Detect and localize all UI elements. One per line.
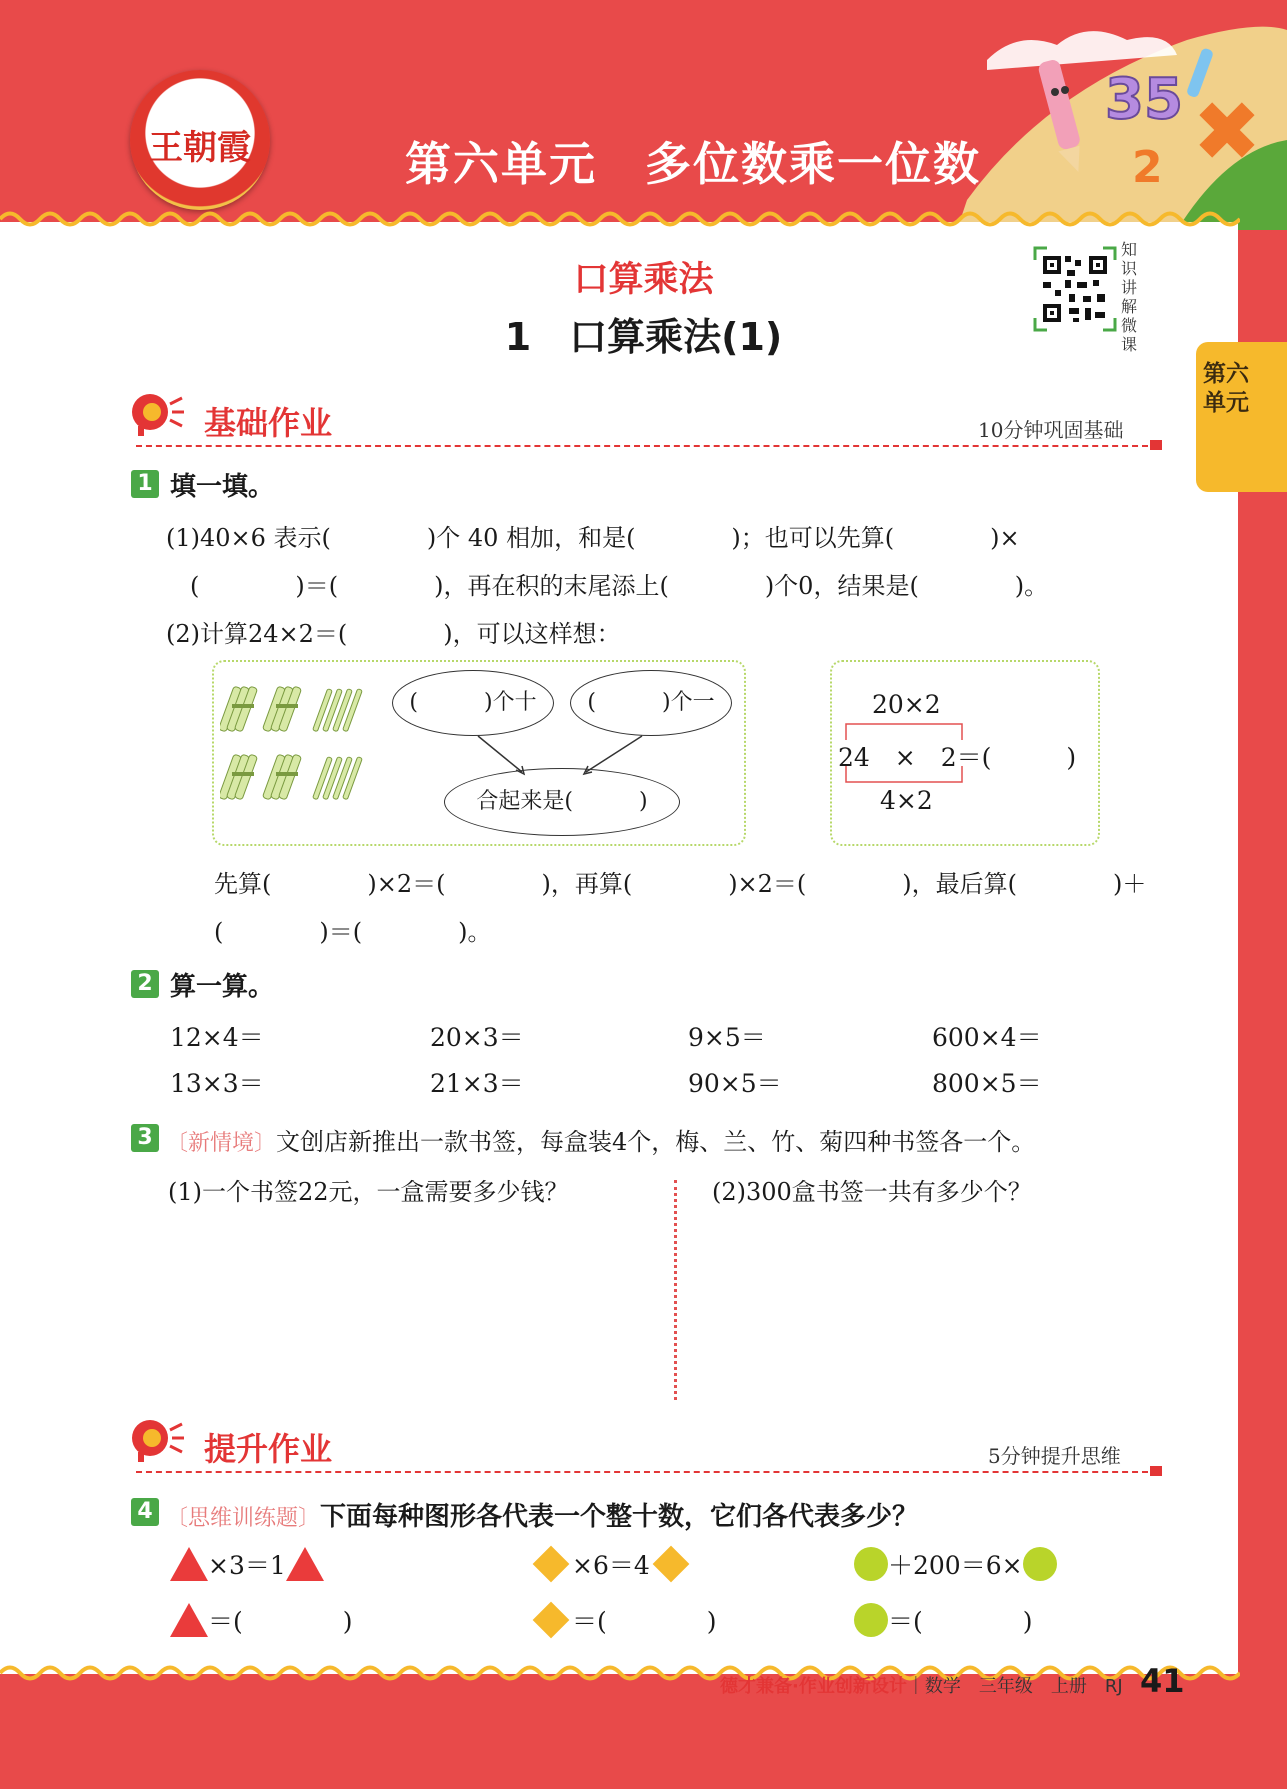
circle-answer xyxy=(854,1602,1033,1638)
q1-line-5: ( )＝( )。 xyxy=(214,918,492,946)
section-subtitle: 口算乘法 xyxy=(573,260,714,300)
q3-sub-2: (2)300盒书签一共有多少个？ xyxy=(712,1178,1032,1206)
svg-text:35: 35 xyxy=(1105,67,1183,132)
triangle-icon xyxy=(286,1547,324,1581)
triangle-answer xyxy=(170,1602,353,1638)
q4-text xyxy=(166,1496,918,1533)
qr-label: 知识讲解微课 xyxy=(1121,240,1138,354)
advanced-homework-hint: 5分钟提升思维 xyxy=(988,1444,1121,1468)
footer-brand: 德才兼备·作业创新设计 xyxy=(720,1676,907,1697)
diamond-equation xyxy=(530,1546,692,1582)
thinking-tag: 〔思维训练题〕 xyxy=(166,1506,321,1531)
logo-text: 王朝霞 xyxy=(149,128,251,168)
question-number: 2 xyxy=(131,970,159,998)
section-divider xyxy=(136,1471,1148,1473)
q1-line-3: (2)计算24×2＝( )，可以这样想： xyxy=(166,620,621,648)
unit-side-tab xyxy=(1196,342,1287,492)
page-header xyxy=(0,0,1287,230)
new-context-tag: 〔新情境〕 xyxy=(166,1131,277,1156)
q3-question: 文创店新推出一款书签，每盒装4个，梅、兰、竹、菊四种书签各一个。 xyxy=(276,1128,1036,1156)
diamond-icon xyxy=(533,1602,570,1639)
answer-blank: ＝( ) xyxy=(572,1607,717,1636)
top-wave-border xyxy=(0,208,1240,230)
triangle-icon xyxy=(170,1603,208,1637)
q4-question: 下面每种图形各代表一个整十数，它们各代表多少？ xyxy=(320,1502,919,1532)
megaphone-icon xyxy=(130,390,186,438)
answer-blank: ＝( ) xyxy=(888,1607,1033,1636)
page-number: 41 xyxy=(1140,1662,1185,1700)
question-number: 4 xyxy=(131,1498,159,1526)
section-divider xyxy=(136,445,1148,447)
calc-item: 9×5＝ xyxy=(688,1023,766,1052)
question-number: 1 xyxy=(131,470,159,498)
side-tab-label: 第六单元 xyxy=(1203,361,1249,416)
calc-item: 800×5＝ xyxy=(932,1069,1042,1098)
equation-text: ×6＝4 xyxy=(572,1551,650,1580)
calc-item: 600×4＝ xyxy=(932,1023,1042,1052)
equation-text: ×3＝1 xyxy=(208,1551,286,1580)
q1-line-2: ( )＝( )，再在积的末尾添上( )个0，结果是( )。 xyxy=(166,572,1049,600)
question-text: 算一算。 xyxy=(170,972,275,1002)
svg-text:2: 2 xyxy=(1132,142,1163,193)
basic-homework-hint: 10分钟巩固基础 xyxy=(978,418,1124,442)
equation-text: ＋200＝6× xyxy=(888,1551,1023,1580)
ones-oval: ( )个一 xyxy=(570,670,732,736)
circle-icon xyxy=(854,1547,888,1581)
question-number: 3 xyxy=(131,1124,159,1152)
footer-info: ｜数学 三年级 上册 RJ xyxy=(906,1676,1123,1697)
calc-top: 20×2 xyxy=(872,690,941,719)
bundled-sticks-illustration xyxy=(220,682,390,832)
q1-line-1: (1)40×6 表示( )个 40 相加，和是( )；也可以先算( )× xyxy=(166,524,1020,552)
calc-item: 20×3＝ xyxy=(430,1023,524,1052)
calc-middle: 24 × 2＝( ) xyxy=(838,743,1077,772)
q3-text xyxy=(166,1122,1035,1157)
lesson-title: 1 口算乘法(1) xyxy=(504,315,783,359)
diamond-answer xyxy=(530,1602,717,1638)
megaphone-icon xyxy=(130,1416,186,1464)
unit-title: 第六单元 多位数乘一位数 xyxy=(405,137,981,191)
page-footer xyxy=(720,1672,1123,1698)
tens-oval: ( )个十 xyxy=(392,670,554,736)
qr-code-icon[interactable] xyxy=(1033,246,1117,332)
calc-item: 13×3＝ xyxy=(170,1069,264,1098)
triangle-icon xyxy=(170,1547,208,1581)
question-text: 填一填。 xyxy=(170,472,275,502)
triangle-equation xyxy=(170,1546,324,1582)
answer-blank: ＝( ) xyxy=(208,1607,353,1636)
advanced-homework-title: 提升作业 xyxy=(204,1430,333,1468)
circle-icon xyxy=(1023,1547,1057,1581)
circle-icon xyxy=(854,1603,888,1637)
diamond-icon xyxy=(652,1546,689,1583)
diamond-icon xyxy=(533,1546,570,1583)
calc-item: 12×4＝ xyxy=(170,1023,264,1052)
section-divider-end xyxy=(1150,440,1162,450)
cartoon-hill-illustration xyxy=(927,0,1287,230)
basic-homework-title: 基础作业 xyxy=(204,404,333,442)
q3-sub-1: (1)一个书签22元，一盒需要多少钱？ xyxy=(168,1178,569,1206)
circle-equation xyxy=(854,1546,1057,1582)
calc-item: 90×5＝ xyxy=(688,1069,782,1098)
brand-logo xyxy=(130,70,270,210)
calc-bottom: 4×2 xyxy=(880,786,933,815)
section-divider-end xyxy=(1150,1466,1162,1476)
q1-line-4: 先算( )×2＝( )，再算( )×2＝( )，最后算( )＋ xyxy=(214,870,1147,898)
calc-item: 21×3＝ xyxy=(430,1069,524,1098)
answer-divider xyxy=(674,1180,677,1400)
total-oval: 合起来是( ) xyxy=(444,768,680,836)
